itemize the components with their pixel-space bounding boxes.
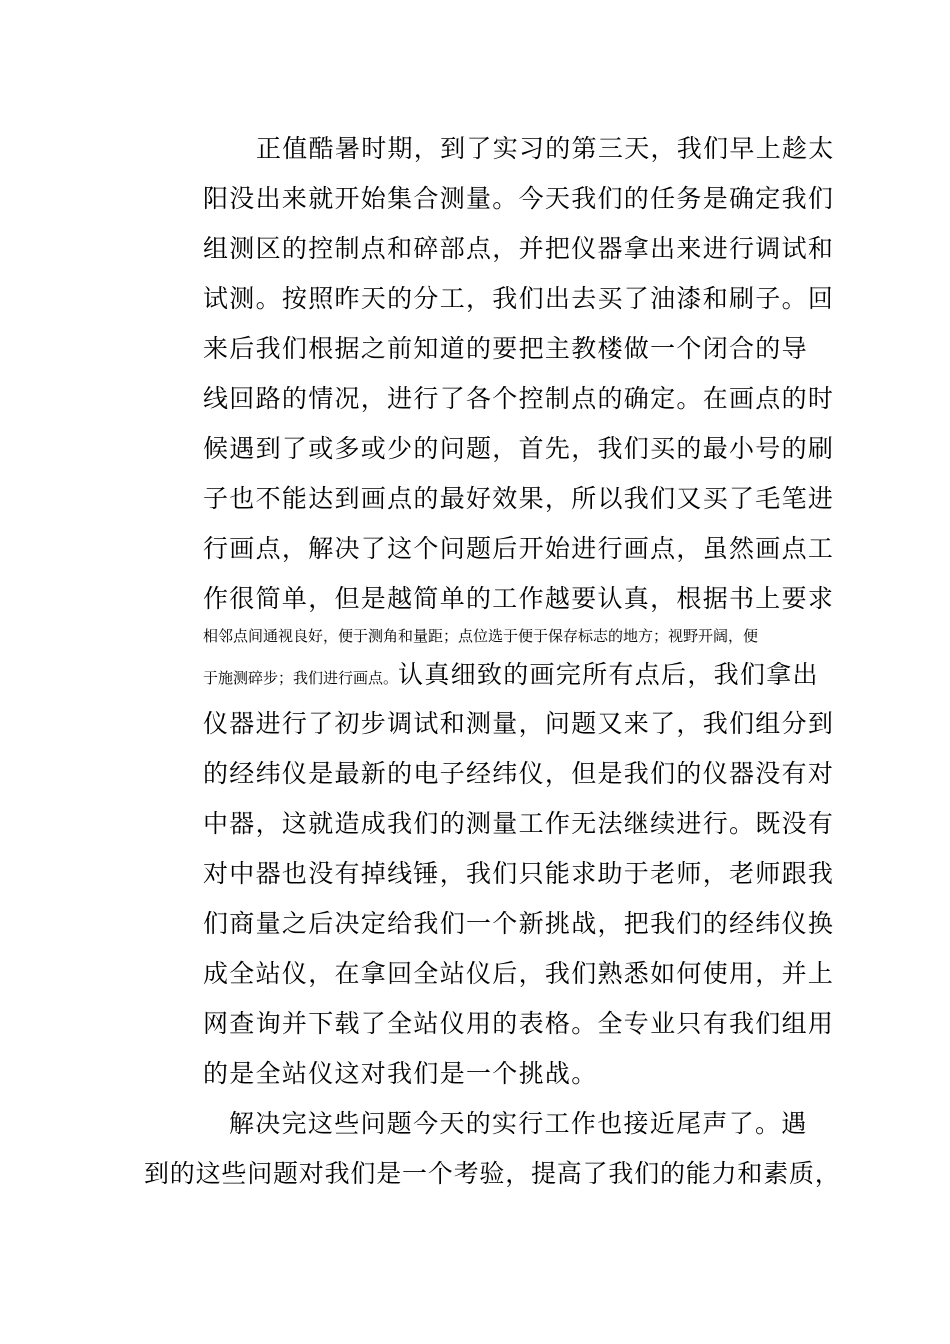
text-line: 到的这些问题对我们是一个考验，提高了我们的能力和素质， <box>144 1159 841 1188</box>
small-text-line: 相邻点间通视良好，便于测角和量距；点位选于便于保存标志的地方；视野开阔，便 <box>203 627 759 645</box>
mixed-text-line <box>203 660 819 693</box>
text-line: 子也不能达到画点的最好效果，所以我们又买了毛笔进 <box>203 484 835 513</box>
text-line: 候遇到了或多或少的问题，首先，我们买的最小号的刷 <box>203 434 835 463</box>
text-line: 行画点，解决了这个问题后开始进行画点，虽然画点工 <box>203 534 835 563</box>
small-text-segment: 于施测碎步；我们进行画点。 <box>203 669 399 687</box>
text-line: 们商量之后决定给我们一个新挑战，把我们的经纬仪换 <box>203 909 835 938</box>
text-line: 中器，这就造成我们的测量工作无法继续进行。既没有 <box>203 809 835 838</box>
text-line: 的是全站仪这对我们是一个挑战。 <box>203 1059 598 1088</box>
text-line: 阳没出来就开始集合测量。今天我们的任务是确定我们 <box>203 184 835 213</box>
text-line: 的经纬仪是最新的电子经纬仪，但是我们的仪器没有对 <box>203 759 835 788</box>
text-line: 成全站仪，在拿回全站仪后，我们熟悉如何使用，并上 <box>203 959 835 988</box>
text-line: 网查询并下载了全站仪用的表格。全专业只有我们组用 <box>203 1009 835 1038</box>
text-line: 试测。按照昨天的分工，我们出去买了油漆和刷子。回 <box>203 284 835 313</box>
text-line: 组测区的控制点和碎部点，并把仪器拿出来进行调试和 <box>203 234 835 263</box>
text-line: 解决完这些问题今天的实行工作也接近尾声了。遇 <box>229 1109 808 1138</box>
text-line: 仪器进行了初步调试和测量，问题又来了，我们组分到 <box>203 709 835 738</box>
text-line: 作很简单，但是越简单的工作越要认真，根据书上要求 <box>203 584 835 613</box>
text-line: 正值酷暑时期，到了实习的第三天，我们早上趁太 <box>256 134 835 163</box>
text-segment: 认真细致的画完所有点后，我们拿出 <box>398 660 819 689</box>
text-line: 对中器也没有掉线锤，我们只能求助于老师，老师跟我 <box>203 859 835 888</box>
text-line: 线回路的情况，进行了各个控制点的确定。在画点的时 <box>203 384 835 413</box>
text-line: 来后我们根据之前知道的要把主教楼做一个闭合的导 <box>203 334 808 363</box>
